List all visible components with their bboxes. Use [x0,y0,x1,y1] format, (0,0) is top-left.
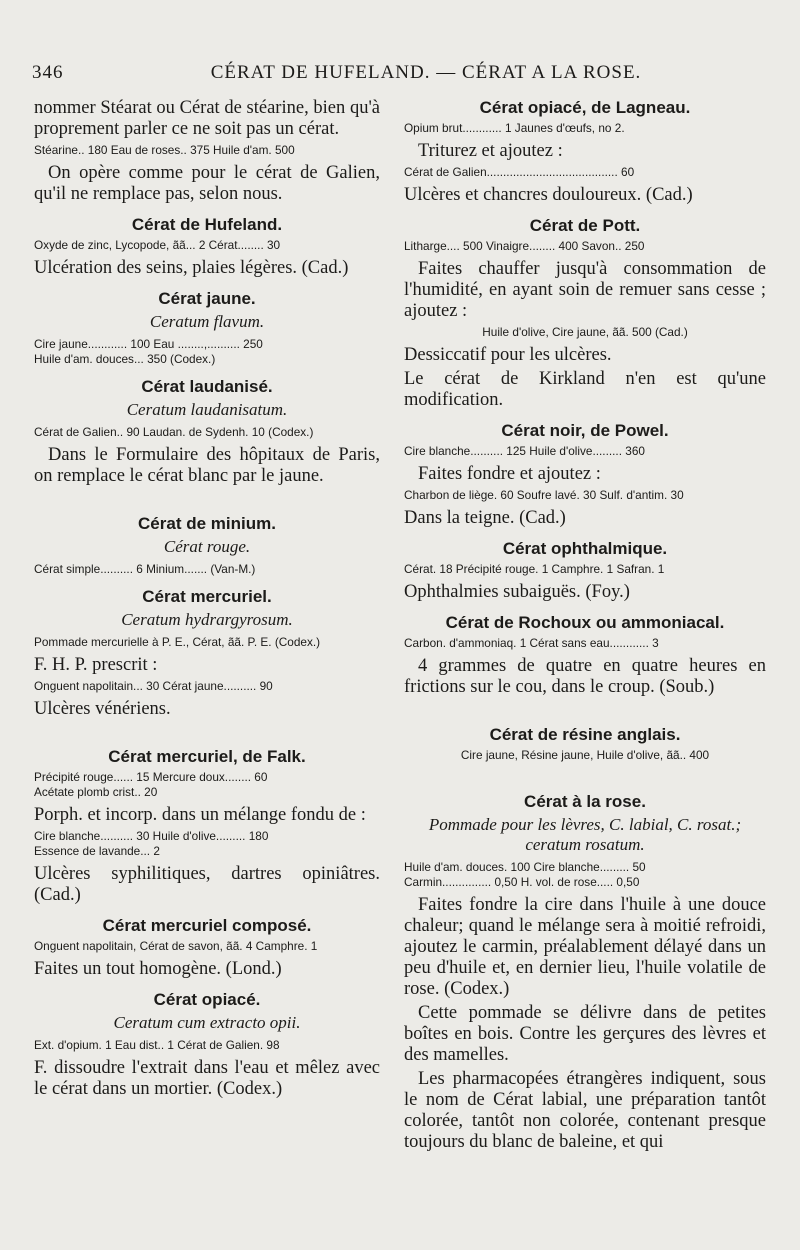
paragraph: nommer Stéarat ou Cérat de stéarine, bien qu'à proprement parler ce ne soit pas un cérat. [34,98,380,139]
section-heading: Cérat ophthalmique. [502,539,668,558]
recipe-line: Acétate plomb crist.. 20 [34,785,158,799]
paragraph: Faites un tout homogène. (Lond.) [34,959,282,979]
section-heading: Cérat jaune. [158,289,256,308]
section-heading: Cérat mercuriel. [142,587,272,606]
indication: Dans la teigne. (Cad.) [404,508,566,528]
paragraph: Le cérat de Kirkland n'en est qu'une modification. [404,369,766,410]
paragraph: On opère comme pour le cérat de Galien, qu'il ne remplace pas, selon nous. [34,163,380,204]
paragraph: Dans le Formulaire des hôpitaux de Paris, on remplace le cérat blanc par le jaune. [34,445,380,486]
section-heading: Cérat de Pott. [529,216,641,235]
paragraph: Triturez et ajoutez : [418,141,563,161]
paragraph: Faites chauffer jusqu'à consommation de l'humidité, en ayant soin de remuer sans cesse ; ajoutez : [404,259,766,321]
recipe-line: Ext. d'opium. 1 Eau dist.. 1 Cérat de Galien. 98 [34,1038,280,1052]
right-column [404,98,766,1156]
paragraph: Les pharmacopées étrangères indiquent, sous le nom de Cérat labial, une préparation tantôt colorée, tantôt non colorée, contenant presque toujours du blanc de baleine, et qui [404,1069,766,1152]
section-heading: Cérat de résine anglais. [489,725,681,744]
recipe-line: Oxyde de zinc, Lycopode, ãã... 2 Cérat........ 30 [34,238,281,252]
recipe-line: Onguent napolitain, Cérat de savon, ãã. 4 Camphre. 1 [34,939,318,953]
paragraph: F. H. P. prescrit : [34,655,158,675]
paragraph: Faites fondre et ajoutez : [418,464,601,484]
section-heading: Cérat laudanisé. [141,377,273,396]
indication: Ulcères vénériens. [34,699,171,719]
recipe-line: Onguent napolitain... 30 Cérat jaune.......... 90 [34,679,273,693]
latin-name: Ceratum cum extracto opii. [113,1013,301,1032]
recipe-line: Huile d'am. douces. 100 Cire blanche......... 50 [404,860,646,874]
section-heading: Cérat mercuriel, de Falk. [108,747,306,766]
recipe-line: Cire blanche.......... 125 Huile d'olive......... 360 [404,444,645,458]
section-heading: Cérat opiacé, de Lagneau. [479,98,691,117]
running-title: CÉRAT DE HUFELAND. — CÉRAT A LA ROSE. [210,62,642,83]
section-heading: Cérat à la rose. [524,792,646,811]
recipe-line [34,337,380,367]
page-number: 346 [32,62,64,83]
indication: Ulcères et chancres douloureux. (Cad.) [404,185,693,205]
section-heading: Cérat de Rochoux ou ammoniacal. [445,613,725,632]
recipe-line: Essence de lavande... 2 [34,844,160,858]
section-heading: Cérat de minium. [138,514,276,533]
running-header [32,62,768,84]
indication: Ophthalmies subaiguës. (Foy.) [404,582,630,602]
recipe-line: Stéarine.. 180 Eau de roses.. 375 Huile d'am. 500 [34,143,295,157]
section-heading: Cérat noir, de Powel. [501,421,669,440]
paragraph: 4 grammes de quatre en quatre heures en frictions sur le cou, dans le croup. (Soub.) [404,656,766,697]
recipe-line: Huile d'olive, Cire jaune, ãã. 500 (Cad.) [482,325,688,339]
recipe-line: Précipité rouge...... 15 Mercure doux........ 60 [34,770,268,784]
recipe-line: Carmin............... 0,50 H. vol. de rose..... 0,50 [404,875,640,889]
section-heading: Cérat opiacé. [153,990,261,1009]
latin-name: Cérat rouge. [163,537,251,556]
recipe-line: Cérat de Galien........................................ 60 [404,165,635,179]
recipe-line: Cire jaune............ 100 Eau ........,.......... 250 [34,337,263,351]
recipe-line: Opium brut............ 1 Jaunes d'œufs, no 2. [404,121,625,135]
paragraph: Porph. et incorp. dans un mélange fondu de : [34,805,366,825]
latin-name: Ceratum flavum. [149,312,265,331]
recipe-line: Huile d'am. douces... 350 (Codex.) [34,352,216,366]
latin-name: Ceratum hydrargyrosum. [121,610,293,629]
section-heading: Cérat mercuriel composé. [102,916,312,935]
left-column [34,98,380,1103]
recipe-line: Litharge.... 500 Vinaigre........ 400 Savon.. 250 [404,239,645,253]
recipe-line: Charbon de liège. 60 Soufre lavé. 30 Sulf. d'antim. 30 [404,488,684,502]
paragraph: Cette pommade se délivre dans de petites boîtes en bois. Contre les gerçures des lèvres et des mamelles. [404,1003,766,1065]
recipe-line: Carbon. d'ammoniaq. 1 Cérat sans eau............ 3 [404,636,659,650]
recipe-line: Cire blanche.......... 30 Huile d'olive......... 180 [34,829,269,843]
paragraph: F. dissoudre l'extrait dans l'eau et mêlez avec le cérat dans un mortier. (Codex.) [34,1058,380,1099]
paragraph: Faites fondre la cire dans l'huile à une douce chaleur; quand le mélange sera à moitié refroidi, ajoutez le carmin, préalablement délayé dans un peu d'huile et, en dernier lieu, l'huile volatile de rose. (Codex.) [404,895,766,999]
recipe-line: Cérat. 18 Précipité rouge. 1 Camphre. 1 Safran. 1 [404,562,665,576]
indication: Ulcération des seins, plaies légères. (Cad.) [34,258,349,278]
recipe-line: Cérat de Galien.. 90 Laudan. de Sydenh. 10 (Codex.) [34,425,314,439]
recipe-line [404,860,766,890]
indication: Dessiccatif pour les ulcères. [404,345,612,365]
recipe-line: Cire jaune, Résine jaune, Huile d'olive, ãã.. 400 [460,748,710,762]
recipe-line: Pommade mercurielle à P. E., Cérat, ãã. P. E. (Codex.) [34,635,321,649]
recipe-line [34,829,380,859]
indication: Ulcères syphilitiques, dartres opiniâtres. (Cad.) [34,864,380,905]
latin-name: Pommade pour les lèvres, C. labial, C. rosat.; ceratum rosatum. [428,815,742,854]
recipe-line: Cérat simple.......... 6 Minium....... (Van-M.) [34,562,256,576]
latin-name: Ceratum laudanisatum. [126,400,288,419]
recipe-line [34,770,380,800]
section-heading: Cérat de Hufeland. [131,215,283,234]
